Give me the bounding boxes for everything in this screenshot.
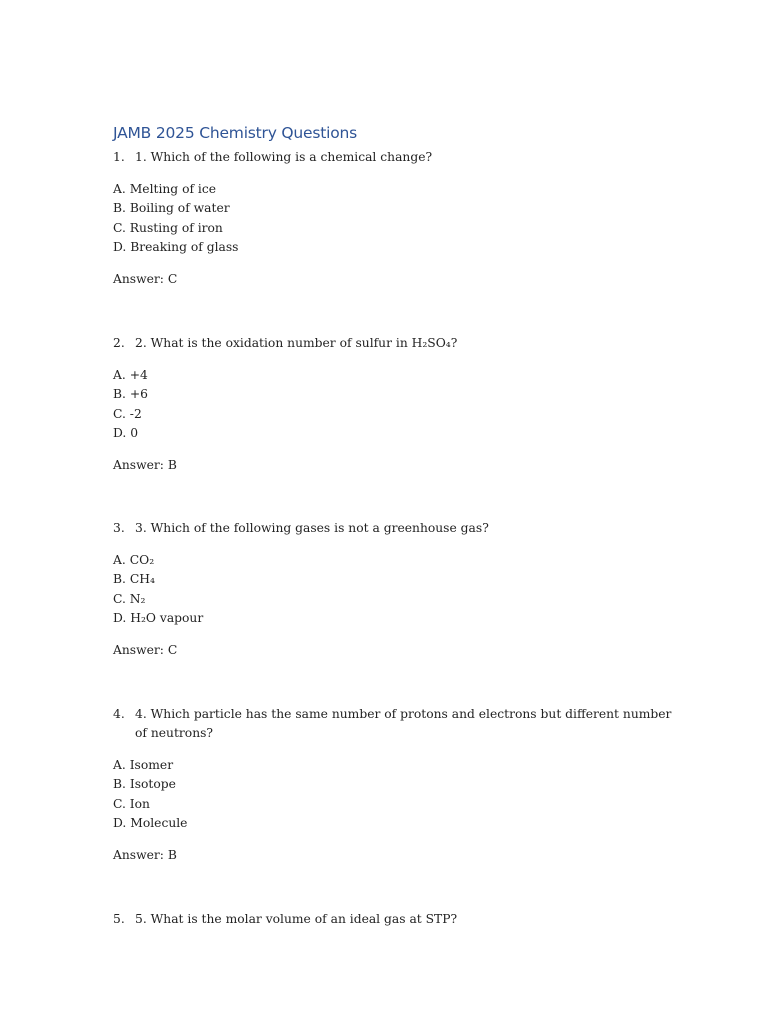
options-list <box>113 180 673 257</box>
question-line <box>113 148 673 167</box>
option-c: C. Rusting of iron <box>113 220 223 235</box>
answer-text: Answer: C <box>113 643 178 658</box>
answer-text: Answer: B <box>113 458 177 473</box>
option-b: B. +6 <box>113 387 148 402</box>
option-d: D. H₂O vapour <box>113 610 204 625</box>
answer-text: Answer: C <box>113 272 178 287</box>
question-number: 5. <box>113 912 125 926</box>
question-4 <box>113 705 673 865</box>
question-1 <box>113 148 673 289</box>
question-line <box>113 519 673 538</box>
option-a: A. CO₂ <box>113 553 155 567</box>
question-line <box>113 705 673 743</box>
question-text: 4. Which particle has the same number of protons and electrons but different number of neutrons? <box>135 707 672 740</box>
document-title: JAMB 2025 Chemistry Questions <box>113 124 358 142</box>
option-c: C. N₂ <box>113 591 146 606</box>
question-number: 1. <box>113 150 125 164</box>
question-text: 1. Which of the following is a chemical change? <box>135 150 433 164</box>
question-number: 3. <box>113 521 125 535</box>
option-a: A. Isomer <box>113 758 174 772</box>
option-d: D. 0 <box>113 425 139 440</box>
answer-text: Answer: B <box>113 848 177 863</box>
question-line <box>113 910 673 929</box>
option-b: B. Isotope <box>113 777 176 792</box>
option-c: C. Ion <box>113 796 150 811</box>
question-2 <box>113 334 673 475</box>
option-a: A. Melting of ice <box>113 182 217 196</box>
option-c: C. -2 <box>113 406 142 421</box>
option-d: D. Molecule <box>113 815 188 830</box>
question-5 <box>113 910 673 929</box>
option-d: D. Breaking of glass <box>113 239 239 254</box>
question-line <box>113 334 673 353</box>
option-b: B. CH₄ <box>113 572 155 587</box>
option-a: A. +4 <box>113 368 148 382</box>
question-number: 2. <box>113 336 125 350</box>
question-3 <box>113 519 673 660</box>
option-b: B. Boiling of water <box>113 201 230 216</box>
options-list <box>113 551 673 628</box>
question-number: 4. <box>113 707 125 721</box>
question-text: 5. What is the molar volume of an ideal gas at STP? <box>135 912 458 926</box>
options-list <box>113 366 673 443</box>
question-text: 3. Which of the following gases is not a greenhouse gas? <box>135 521 489 535</box>
options-list <box>113 756 673 833</box>
question-text: 2. What is the oxidation number of sulfur in H₂SO₄? <box>135 336 458 350</box>
